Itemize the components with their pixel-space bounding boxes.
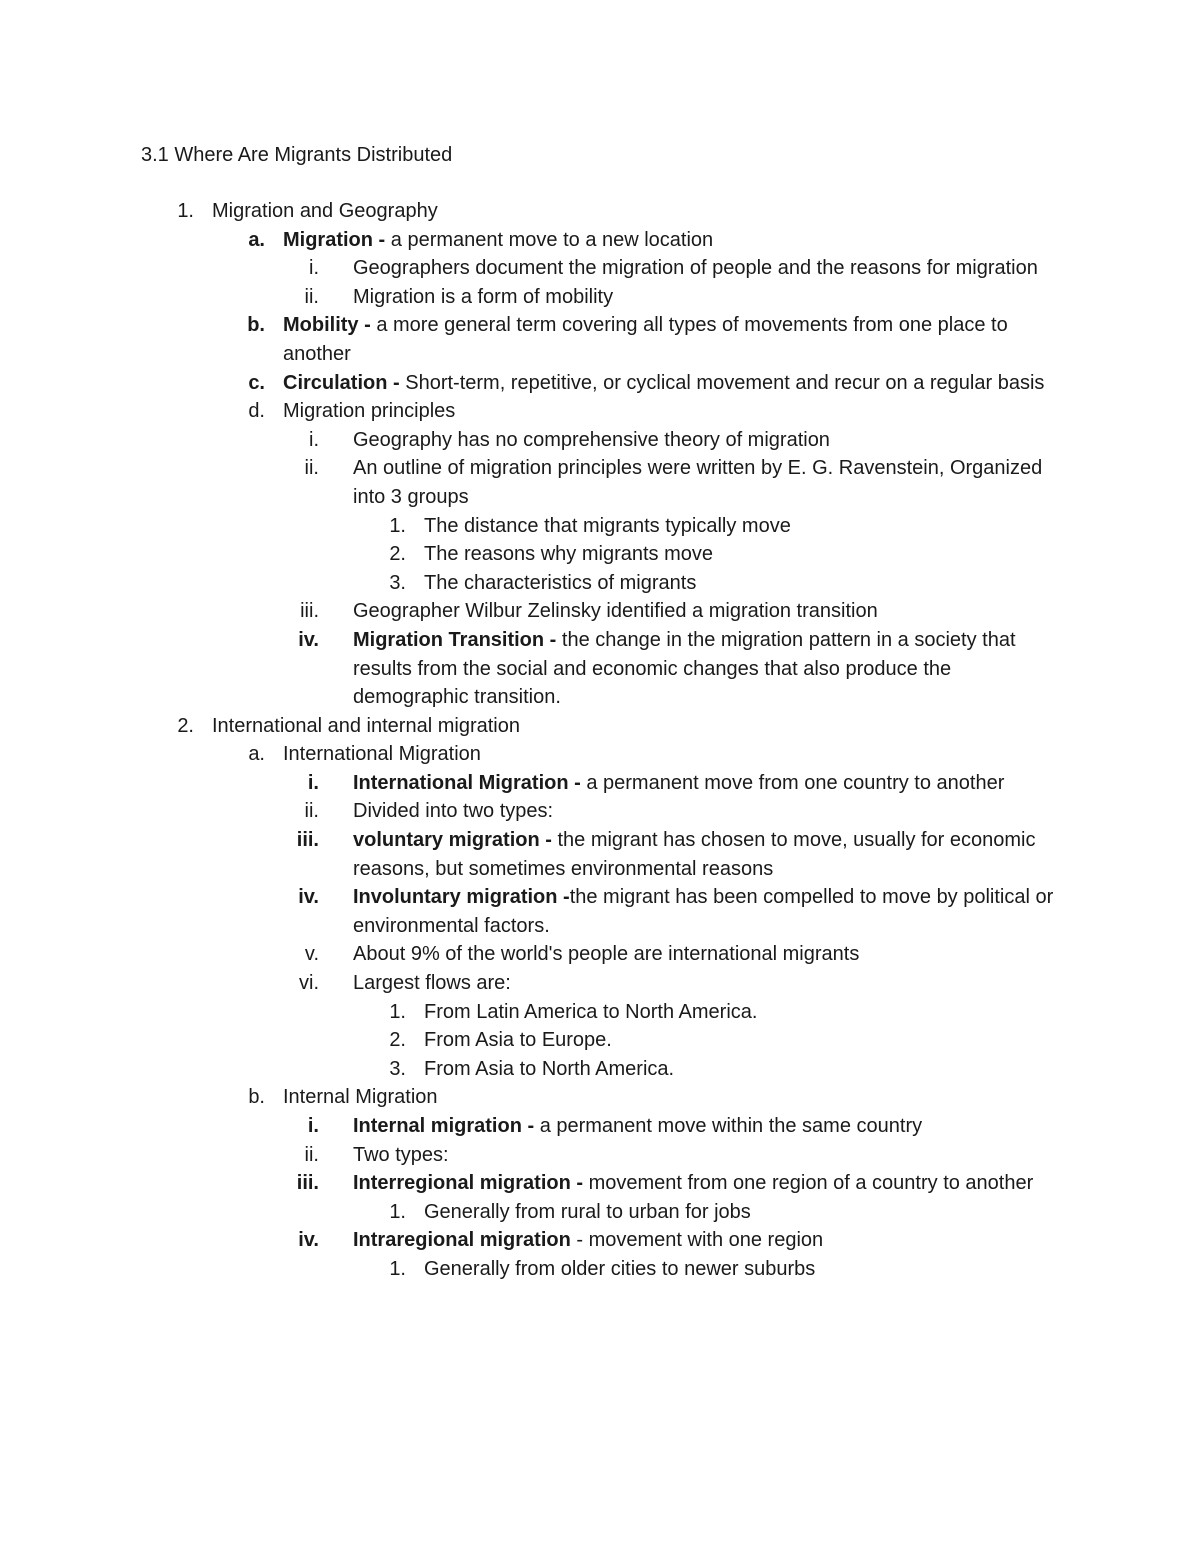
outline-text (353, 626, 1065, 712)
outline-item (0, 797, 1200, 826)
outline-text (353, 940, 1065, 969)
outline-item (0, 311, 1200, 368)
defined-term: Circulation - (283, 371, 406, 394)
outline-item (0, 1169, 1200, 1198)
outline-item (0, 569, 1200, 598)
outline-item (0, 998, 1200, 1027)
outline-body: The reasons why migrants move (424, 543, 714, 566)
outline-body: - movement with one region (570, 1229, 824, 1252)
outline-item (0, 1055, 1200, 1084)
outline-item (0, 1198, 1200, 1227)
list-marker: 3. (389, 1057, 406, 1080)
list-marker: iii. (296, 1172, 319, 1195)
list-marker: iv. (298, 1229, 319, 1252)
list-marker: iv. (298, 886, 319, 909)
outline-item (0, 454, 1200, 511)
outline-body: Geography has no comprehensive theory of migration (353, 428, 830, 451)
outline-item (0, 1083, 1200, 1112)
list-marker: ii. (304, 1143, 319, 1166)
outline-text (283, 740, 1063, 769)
list-marker: 1. (177, 200, 194, 222)
page-title: 3.1 Where Are Migrants Distributed (141, 144, 453, 166)
outline-text (283, 226, 1063, 255)
outline-text (353, 769, 1065, 798)
list-marker: 3. (389, 571, 406, 594)
outline-text (283, 397, 1063, 426)
list-marker: iv. (298, 628, 319, 651)
outline-body: Short-term, repetitive, or cyclical movement and recur on a regular basis (405, 371, 1045, 394)
outline-body: the change in the migration pattern in a society that results from the social and economic changes that also produce the demographic transition. (353, 628, 1016, 709)
outline-item (0, 740, 1200, 769)
outline-body: About 9% of the world's people are international migrants (353, 943, 860, 966)
outline-item (0, 826, 1200, 883)
outline-text (353, 1226, 1065, 1255)
outline-body: a more general term covering all types of movements from one place to another (283, 314, 1008, 365)
outline-body: From Asia to North America. (424, 1057, 675, 1080)
list-marker: iii. (300, 600, 319, 623)
defined-term: Mobility - (283, 314, 377, 337)
outline-item (0, 597, 1200, 626)
outline-body: Migration principles (283, 400, 456, 423)
outline-item (0, 426, 1200, 455)
outline-body: a permanent move to a new location (390, 228, 714, 251)
outline-text (353, 1112, 1065, 1141)
outline-text (424, 1055, 1064, 1084)
outline-list (0, 197, 1200, 1284)
defined-term: Migration Transition - (353, 628, 562, 651)
outline-text (424, 512, 1064, 541)
list-marker: ii. (304, 800, 319, 823)
outline-body: a permanent move within the same country (539, 1115, 923, 1137)
list-marker: v. (304, 943, 319, 966)
outline-text (424, 1255, 1064, 1284)
list-marker: 2. (389, 543, 406, 566)
outline-item (0, 1026, 1200, 1055)
outline-text (353, 797, 1065, 826)
outline-body: An outline of migration principles were written by E. G. Ravenstein, Organized into 3 groups (353, 457, 1043, 508)
list-marker: 1. (389, 1200, 406, 1223)
list-marker: 1. (389, 1000, 406, 1023)
outline-body: a permanent move from one country to another (586, 771, 1005, 794)
list-marker: 2. (177, 714, 194, 737)
defined-term: Interregional migration - (353, 1172, 589, 1195)
list-marker: 1. (389, 1257, 406, 1280)
list-marker: c. (248, 371, 265, 394)
outline-body: Migration is a form of mobility (353, 285, 614, 308)
outline-text (283, 311, 1063, 368)
list-marker: 2. (389, 1029, 406, 1052)
list-marker: i. (307, 771, 319, 794)
list-marker: ii. (304, 457, 319, 480)
outline-text (353, 283, 1065, 312)
outline-text (424, 569, 1064, 598)
outline-item (0, 283, 1200, 312)
outline-text (353, 969, 1065, 998)
outline-item (0, 254, 1200, 283)
defined-term: Migration - (283, 228, 391, 251)
outline-body: The distance that migrants typically move (424, 514, 791, 537)
outline-item (0, 769, 1200, 798)
defined-term: Intraregional migration (353, 1229, 571, 1252)
outline-body: From Latin America to North America. (424, 1000, 758, 1023)
outline-text (424, 540, 1064, 569)
outline-body: Geographers document the migration of people and the reasons for migration (353, 257, 1038, 280)
outline-text (353, 254, 1065, 283)
outline-body: Divided into two types: (353, 800, 554, 823)
outline-item (0, 1141, 1200, 1170)
outline-text (424, 998, 1064, 1027)
outline-text (283, 369, 1063, 398)
outline-body: Migration and Geography (212, 200, 438, 222)
defined-term: Involuntary migration - (353, 886, 570, 909)
outline-body: From Asia to Europe. (424, 1029, 612, 1052)
outline-body: Internal Migration (283, 1086, 438, 1109)
outline-item (0, 940, 1200, 969)
defined-term: voluntary migration - (353, 829, 558, 852)
list-marker: 1. (389, 514, 406, 537)
outline-body: Two types: (353, 1143, 449, 1166)
outline-body: The characteristics of migrants (424, 571, 697, 594)
outline-body: International Migration (283, 743, 481, 766)
outline-body: International and internal migration (212, 714, 520, 737)
list-marker: b. (247, 314, 265, 337)
outline-item (0, 197, 1200, 226)
list-marker: i. (307, 1115, 319, 1137)
outline-body: Largest flows are: (353, 972, 511, 995)
outline-body: the migrant has chosen to move, usually for economic reasons, but sometimes environmental reasons (353, 829, 1036, 880)
list-marker: i. (309, 257, 319, 280)
outline-item (0, 226, 1200, 255)
outline-item (0, 1112, 1200, 1141)
list-marker: iii. (296, 829, 319, 852)
outline-item (0, 626, 1200, 712)
outline-text (353, 826, 1065, 883)
list-marker: i. (309, 428, 319, 451)
outline-body: movement from one region of a country to another (588, 1172, 1034, 1195)
outline-text (212, 712, 1062, 741)
outline-body: the migrant has been compelled to move by political or environmental factors. (353, 886, 1054, 937)
outline-body: Geographer Wilbur Zelinsky identified a migration transition (353, 600, 878, 623)
outline-item (0, 512, 1200, 541)
defined-term: International Migration - (353, 771, 587, 794)
outline-text (424, 1026, 1064, 1055)
list-marker: vi. (299, 972, 319, 995)
list-marker: a. (248, 228, 265, 251)
outline-item (0, 540, 1200, 569)
outline-text (212, 197, 1062, 226)
outline-text (353, 1141, 1065, 1170)
outline-text (353, 1169, 1065, 1198)
outline-text (283, 1083, 1063, 1112)
outline-item (0, 712, 1200, 741)
outline-item (0, 369, 1200, 398)
outline-text (424, 1198, 1064, 1227)
outline-item (0, 397, 1200, 426)
outline-item (0, 1226, 1200, 1255)
outline-text (353, 454, 1065, 511)
list-marker: ii. (304, 285, 319, 308)
outline-item (0, 883, 1200, 940)
list-marker: a. (248, 743, 265, 766)
outline-body: Generally from older cities to newer suburbs (424, 1257, 816, 1280)
outline-text (353, 597, 1065, 626)
outline-text (353, 426, 1065, 455)
list-marker: d. (248, 400, 265, 423)
defined-term: Internal migration - (353, 1115, 540, 1137)
outline-item (0, 969, 1200, 998)
outline-body: Generally from rural to urban for jobs (424, 1200, 751, 1223)
outline-item (0, 1255, 1200, 1284)
outline-text (353, 883, 1065, 940)
list-marker: b. (248, 1086, 265, 1109)
